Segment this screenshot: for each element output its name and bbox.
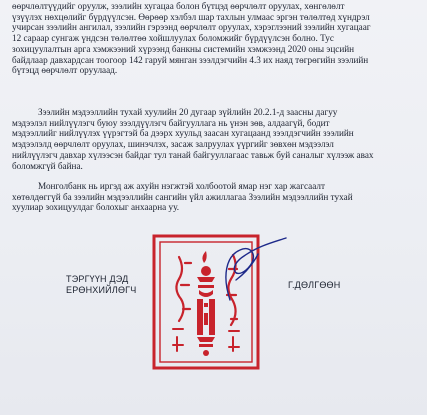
text-line: 12 сараар сунгаж үндсэн төлөлтөө хойшлуулах боломжийг бүрдүүлсэн болно. Тус bbox=[12, 33, 334, 44]
text-line: боломжгүй байна. bbox=[12, 160, 83, 171]
text-line: үзүүлэх нөхцөлийг бүрдүүлсэн. Өөрөөр хэлбэл шар тахлын улмаас эргэн төлөлтөд хүндрэл bbox=[12, 11, 370, 22]
handwritten-signature bbox=[200, 236, 290, 306]
signatory-title-line: ЕРӨНХИЙЛӨГЧ bbox=[66, 285, 137, 295]
text-line: учирсан зээлийн ангилал, зээлийн гэрээнд өөрчлөлт оруулах, хэрэглээний зээлийн хугацааг bbox=[12, 22, 371, 33]
signatory-title-line: ТЭРГҮҮН ДЭД bbox=[66, 274, 129, 284]
text-line: мэдээлэл нийлүүлэгч буюу зээлдүүлэгч байгууллага нь үнэн зөв, алдаагүй, бодит bbox=[12, 117, 330, 128]
text-line: мэдээллийг нийлүүлэх үүрэгтэй ба дээрх хуульд заасан хугацаанд зээлдэгчийн зээлийн bbox=[12, 128, 354, 139]
text-line: байдлаар давхардсан тоогоор 142 гаруй мянган зээлдэгчийн 4.3 их наяд төгрөгийн зээлийн bbox=[12, 54, 369, 65]
paragraph-credit-info-law bbox=[12, 107, 417, 171]
text-line: бүтэцд өөрчлөлт оруулаад. bbox=[12, 65, 118, 76]
text-line: хөтөлдөггүй ба зээлийн мэдээллийн сангийн үйл ажиллагаа Зээлийн мэдээллийн тухай bbox=[12, 191, 353, 202]
text-line: өөрчлөлтүүдийг оруулж, зээлийн хугацаа болон бүтцэд өөрчлөлт оруулах, хөнгөлөлт bbox=[12, 1, 345, 11]
text-line: Зээлийн мэдээллийн тухай хуулийн 20 дугаар зүйлийн 20.2.1-д заасны дагуу bbox=[38, 107, 338, 117]
signatory-name: Г.ДӨЛГӨӨН bbox=[288, 280, 341, 290]
paragraph-blacklist-note bbox=[12, 181, 417, 213]
text-line: Монголбанк нь иргэд аж ахуйн нэгжтэй холбоотой ямар нэг хар жагсаалт bbox=[38, 181, 326, 191]
text-line: хуулиар зохицуулдаг болохыг анхаарна уу. bbox=[12, 202, 180, 213]
signatory-title bbox=[66, 274, 136, 296]
paragraph-credit-restructuring bbox=[12, 1, 417, 76]
text-line: нийлүүлэгч давхар хүлээсэн байдаг тул танай байгууллагаас тавьж буй саналыг хүлээж авах bbox=[12, 149, 374, 160]
text-line: мэдээлэлд өөрчлөлт оруулах, шинэчлэх, засаж залруулах үүргийг зөвхөн мэдээлэл bbox=[12, 139, 334, 150]
text-line: зохицуулалтын арга хэмжээний хүрээнд банкны системийн хэмжээнд 2020 оны эцсийн bbox=[12, 43, 355, 54]
